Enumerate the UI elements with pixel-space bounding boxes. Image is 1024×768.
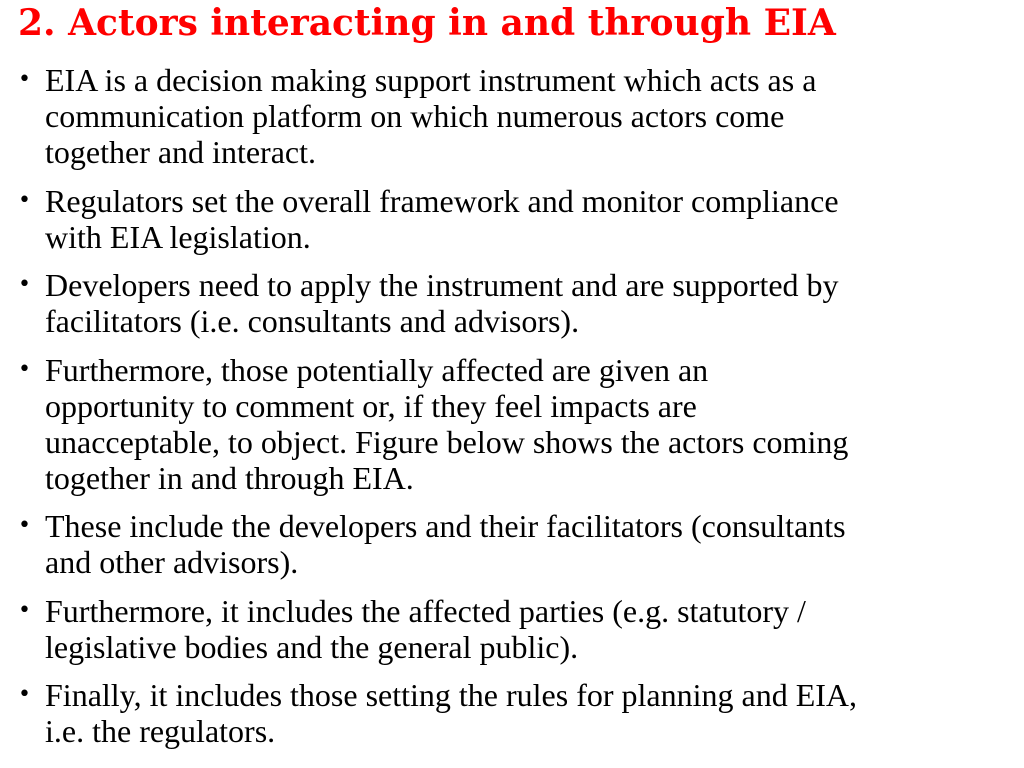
bullet-text-line: legislative bodies and the general public). <box>45 628 579 665</box>
bullet-text-line: EIA is a decision making support instrument which acts as a <box>45 62 817 98</box>
bullet-item <box>18 593 1008 665</box>
bullet-item <box>18 677 1008 749</box>
bullet-text-line: facilitators (i.e. consultants and advisors). <box>45 303 580 339</box>
bullet-dot-icon: • <box>18 513 31 538</box>
bullet-dot-icon: • <box>18 187 31 213</box>
bullet-text-line: unacceptable, to object. Figure below shows the actors coming <box>45 423 849 460</box>
bullet-item <box>18 508 1008 580</box>
bullet-text-line: i.e. the regulators. <box>45 713 276 749</box>
bullet-text-line: and other advisors). <box>45 544 299 580</box>
bullet-dot-icon: • <box>18 67 31 92</box>
bullet-dot-icon: • <box>18 682 31 707</box>
bullet-text-line: communication platform on which numerous actors come <box>45 98 785 134</box>
slide-title: 2. Actors interacting in and through EIA <box>18 2 836 44</box>
bullet-list <box>18 62 1008 749</box>
bullet-text-line: Finally, it includes those setting the rules for planning and EIA, <box>45 677 857 713</box>
bullet-text-line: Furthermore, it includes the affected parties (e.g. statutory / <box>45 592 806 629</box>
bullet-text-line: Developers need to apply the instrument and are supported by <box>45 267 839 303</box>
bullet-text-line: together in and through EIA. <box>45 459 414 496</box>
bullet-text-line: Regulators set the overall framework and monitor compliance <box>45 182 839 219</box>
bullet-item <box>18 183 1008 255</box>
bullet-dot-icon: • <box>18 272 31 297</box>
bullet-text-line: with EIA legislation. <box>45 218 311 255</box>
bullet-text-line: Furthermore, those potentially affected are given an <box>45 351 709 388</box>
bullet-item <box>18 267 1008 339</box>
bullet-text-line: These include the developers and their facilitators (consultants <box>45 508 846 544</box>
bullet-text-line: together and interact. <box>45 134 316 170</box>
bullet-dot-icon: • <box>18 356 31 382</box>
bullet-dot-icon: • <box>18 597 31 623</box>
bullet-item <box>18 352 1008 496</box>
bullet-text-line: opportunity to comment or, if they feel impacts are <box>45 387 697 424</box>
bullet-item <box>18 62 1008 170</box>
